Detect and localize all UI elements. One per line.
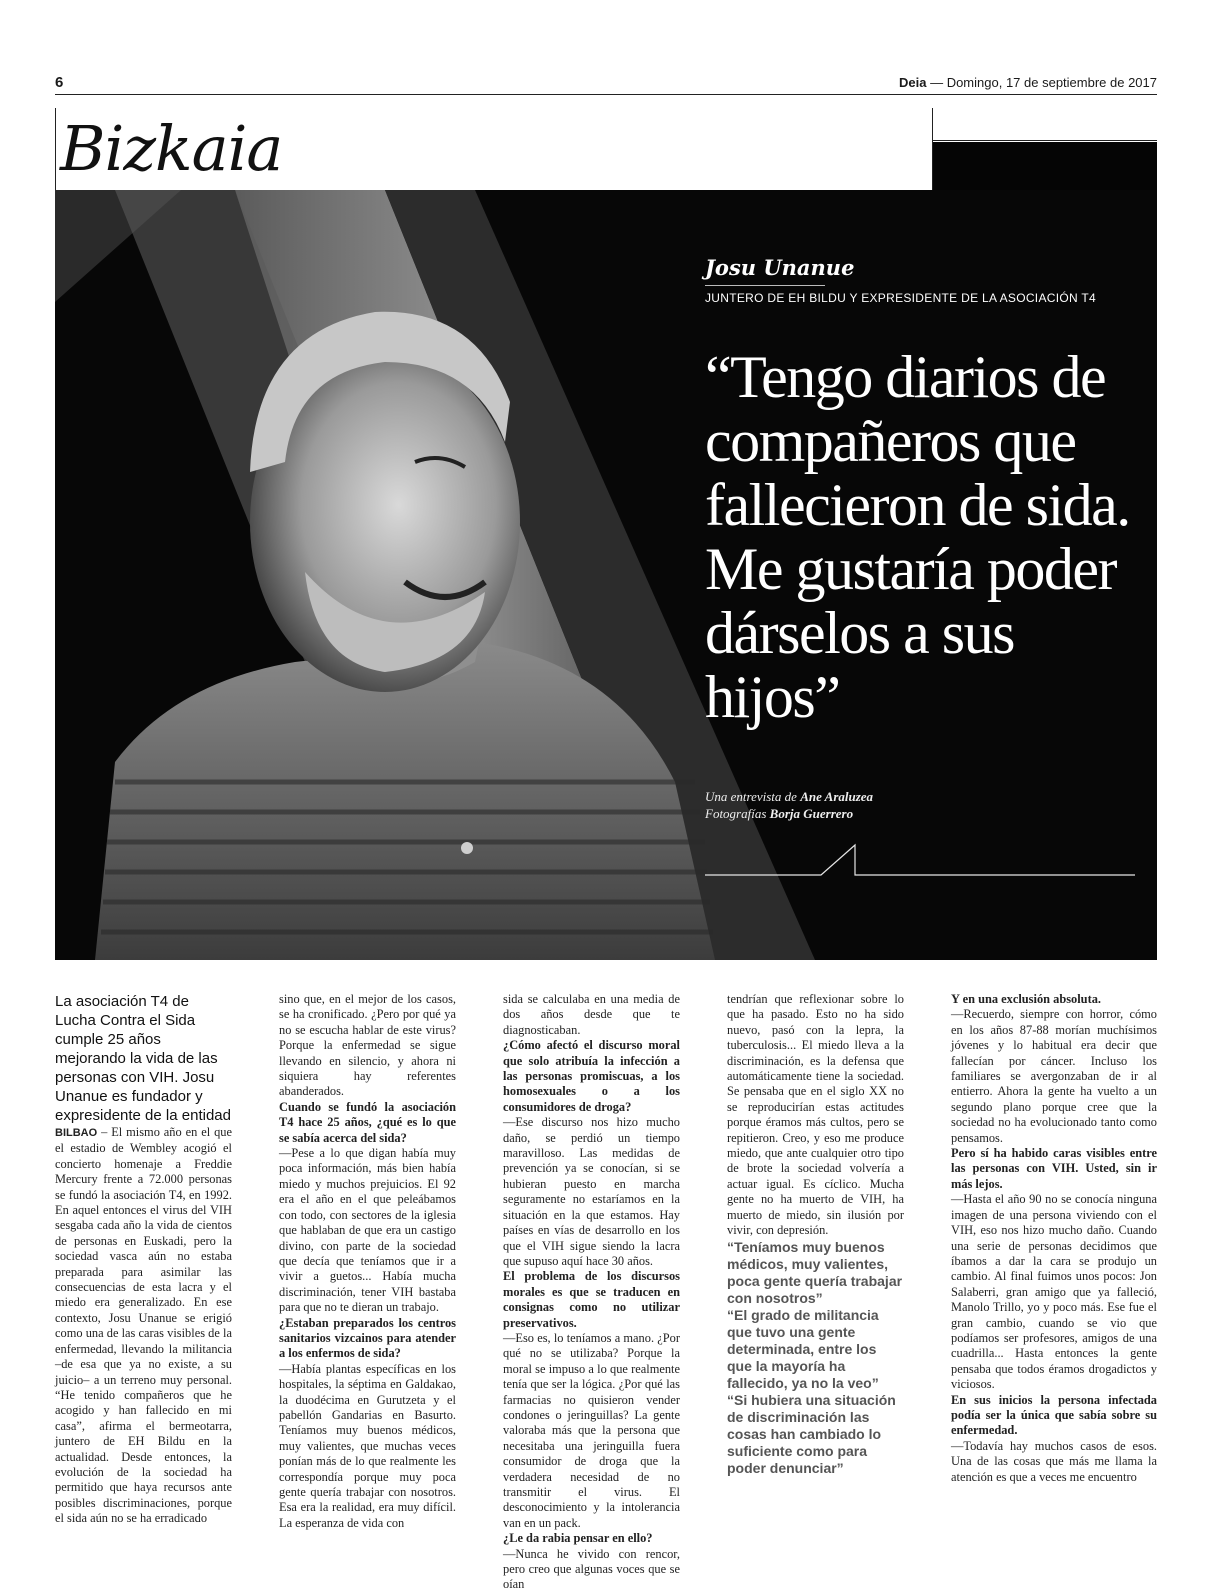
- pull-quote: “El grado de militancia que tuvo una gente determinada, entre los que la mayoría ha fallecido, ya no la veo”: [727, 1306, 879, 1391]
- question: Pero sí ha habido caras visibles entre las personas con VIH. Usted, sin ir más lejos.: [951, 1146, 1157, 1191]
- dateline: [899, 75, 1157, 90]
- interviewer-name: Ane Araluzea: [800, 789, 874, 804]
- page-header: [55, 74, 1157, 95]
- column-1: [55, 992, 232, 1527]
- interview-label: Una entrevista de: [705, 789, 797, 804]
- dek: La asociación T4 de Lucha Contra el Sida cumple 25 años mejorando la vida de las personas con VIH. Josu Unanue es fundador y expresidente de la entidad: [55, 993, 231, 1124]
- answer: —Había plantas específicas en los hospitales, la séptima en Galdakao, la duodécima en Gurutzeta y el pabellón Gandarias en Basurto. Teníamos muy buenos médicos, muy valientes, que muchas veces ponían más de lo que realmente les correspondía porque muy poca gente quería trabajar con nosotros. Esa era la realidad, era muy difícil. La esperanza de vida con: [279, 1361, 456, 1530]
- paper-name: Deia: [898, 75, 927, 90]
- header-rule: [933, 140, 1157, 141]
- headline: “Tengo diarios de compañeros que fallecieron de sida. Me gustaría poder dárselos a sus hijos”: [705, 344, 1130, 730]
- question: El problema de los discursos morales es que se traducen en consignas como no utilizar preservativos.: [503, 1269, 680, 1330]
- question: En sus inicios la persona infectada podía ser la única que sabía sobre su enfermedad.: [951, 1392, 1157, 1438]
- answer: —Ese discurso nos hizo mucho daño, se perdió un tiempo maravilloso. Las medidas de prevención ya se conocían, si se hubieran puesto en marcha seguramente no estaríamos en la situación en la que estamos. Hay países en vías de desarrollo en los que el VIH sigue siendo la lacra que supuso aquí hace 30 años.: [503, 1115, 680, 1268]
- pull-quote: “Si hubiera una situación de discriminación las cosas han cambiado lo suficiente como para poder denunciar”: [727, 1391, 896, 1476]
- question: ¿Cómo afectó el discurso moral que solo atribuía la infección a las personas promiscuas, a los homosexuales o a los consumidores de droga?: [503, 1038, 680, 1114]
- lead-paragraph: [55, 1125, 232, 1527]
- column-3: [503, 992, 680, 1593]
- answer: —Hasta el año 90 no se conocía ninguna imagen de una persona viviendo con el VIH, eso nos hizo mucho daño. Cuando una serie de personas decidimos que íbamos a dar la cara se produjo un cambio. Al final fuimos unos pocos: Jon Salaberri, gran amigo que ya falleció, Manolo Trillo, yo y poco más. Ese fue el gran cambio, cuando se vio que podíamos ser profesores, amigos de una cuadrilla... Hasta entonces la gente pensaba que todos éramos drogadictos y viciosos.: [951, 1192, 1157, 1392]
- pull-quote: “Teníamos muy buenos médicos, muy valientes, poca gente quería trabajar con nosotros”: [727, 1238, 903, 1306]
- body-text: sino que, en el mejor de los casos, se ha cronificado. ¿Pero por qué ya no se escucha hablar de este virus? Porque la enfermedad se sigue llevando en silencio, y ahora ni siquiera hay referentes abanderados.: [279, 992, 456, 1099]
- question: Cuando se fundó la asociación T4 hace 25 años, ¿qué es lo que se sabía acerca del sida?: [279, 1099, 456, 1145]
- photo-top-right: [933, 142, 1157, 190]
- section-header: [55, 108, 933, 190]
- publication-date: — Domingo, 17 de septiembre de 2017: [930, 75, 1157, 90]
- column-2: [279, 992, 456, 1531]
- body-text: sida se calculaba en una media de dos años desde que te diagnosticaban.: [503, 992, 680, 1037]
- dateline-city: BILBAO: [55, 1127, 98, 1139]
- column-5: [951, 992, 1157, 1485]
- interviewee-name: Josu Unanue: [705, 255, 855, 280]
- answer: —Recuerdo, siempre con horror, cómo en los años 87-88 morían muchísimos jóvenes y lo habitual era decir que fallecían por cáncer. Incluso los familiares se avergonzaban de ir al entierro. Ahora la gente ha vuelto a un segundo plano porque cree que la sociedad no ha evolucionado tanto como pensamos.: [951, 1007, 1157, 1145]
- question: ¿Le da rabia pensar en ello?: [503, 1531, 653, 1546]
- column-4: [727, 992, 904, 1477]
- name-rule: [705, 285, 825, 286]
- answer: —Todavía hay muchos casos de esos. Una de las cosas que más me llama la atención es que a veces me encuentro: [951, 1438, 1157, 1484]
- question: ¿Estaban preparados los centros sanitarios vizcainos para atender a los enfermos de sida?: [279, 1315, 456, 1361]
- photographer-name: Borja Guerrero: [769, 806, 854, 821]
- section-title: Bizkaia: [60, 112, 283, 185]
- page-number: 6: [55, 74, 64, 91]
- body-text: tendrían que reflexionar sobre lo que ha pasado. Esto no ha sido nuevo, pasó con la lepra, la tuberculosis... El miedo lleva a la discriminación, es la defensa que automáticamente tiene la sociedad. Se pensaba que en el siglo XX no se reproducirían estas actitudes porque éramos más cultos, pero se repitieron. Creo, y eso me produce miedo, que ante cualquier otro tipo de brote la sociedad volvería a actuar igual. Es cíclico. Mucha gente no ha muerto de VIH, ha muerto de miedo, sin ilusión por vivir, con depresión.: [727, 992, 904, 1238]
- answer: —Pese a lo que digan había muy poca información, más bien había miedo y muchos prejuicios. El 92 era el año en el que peleábamos con todo, con sectores de la iglesia que hablaban de que era un castigo divino, con parte de la sociedad que decía que teníamos que ir a vivir a guetos... Había mucha discriminación, tener VIH bastaba para que no te dieran un trabajo.: [279, 1146, 456, 1315]
- interviewee-role: JUNTERO DE EH BILDU Y EXPRESIDENTE DE LA ASOCIACIÓN T4: [705, 291, 1096, 305]
- photo-label: Fotografías: [705, 806, 767, 821]
- body-text: – El mismo año en el que el estadio de Wembley acogió el concierto homenaje a Freddie Mercury frente a 72.000 personas se fundó la asociación T4, en 1992. En aquel entonces el virus del VIH sesgaba cada año la vida de cientos de personas en Euskadi, pero la sociedad vasca aún no estaba preparada para asimilar las consecuencias de esta lacra y el miedo era generalizado. En ese contexto, Josu Unanue se erigió como una de las caras visibles de la enfermedad, llevando la militancia –de esa que ya no existe, a su juicio– a un terreno muy personal. “He tenido compañeros que he acogido y han fallecido en mi casa”, afirma el bermeotarra, juntero de EH Bildu en la actualidad. Desde entonces, la evolución de la sociedad ha permitido que haya recursos ante posibles discriminaciones, porque el sida aún no se ha erradicado: [55, 1125, 232, 1526]
- question: Y en una exclusión absoluta.: [951, 992, 1101, 1006]
- credits: [705, 788, 873, 822]
- answer: —Eso es, lo teníamos a mano. ¿Por qué no se utilizaba? Porque la moral se impuso a lo que realmente tenía que ser la lógica. ¿Por qué las farmacias no quisieron vender condones o jeringuillas? La gente valoraba más que la persona que necesitaba una jeringuilla fuera consumidor de droga que la verdadera necesidad de no transmitir el virus. El desconocimiento y la intolerancia van en un pack.: [503, 1330, 680, 1530]
- answer: —Nunca he vivido con rencor, pero creo que algunas voces que se oían: [503, 1546, 680, 1592]
